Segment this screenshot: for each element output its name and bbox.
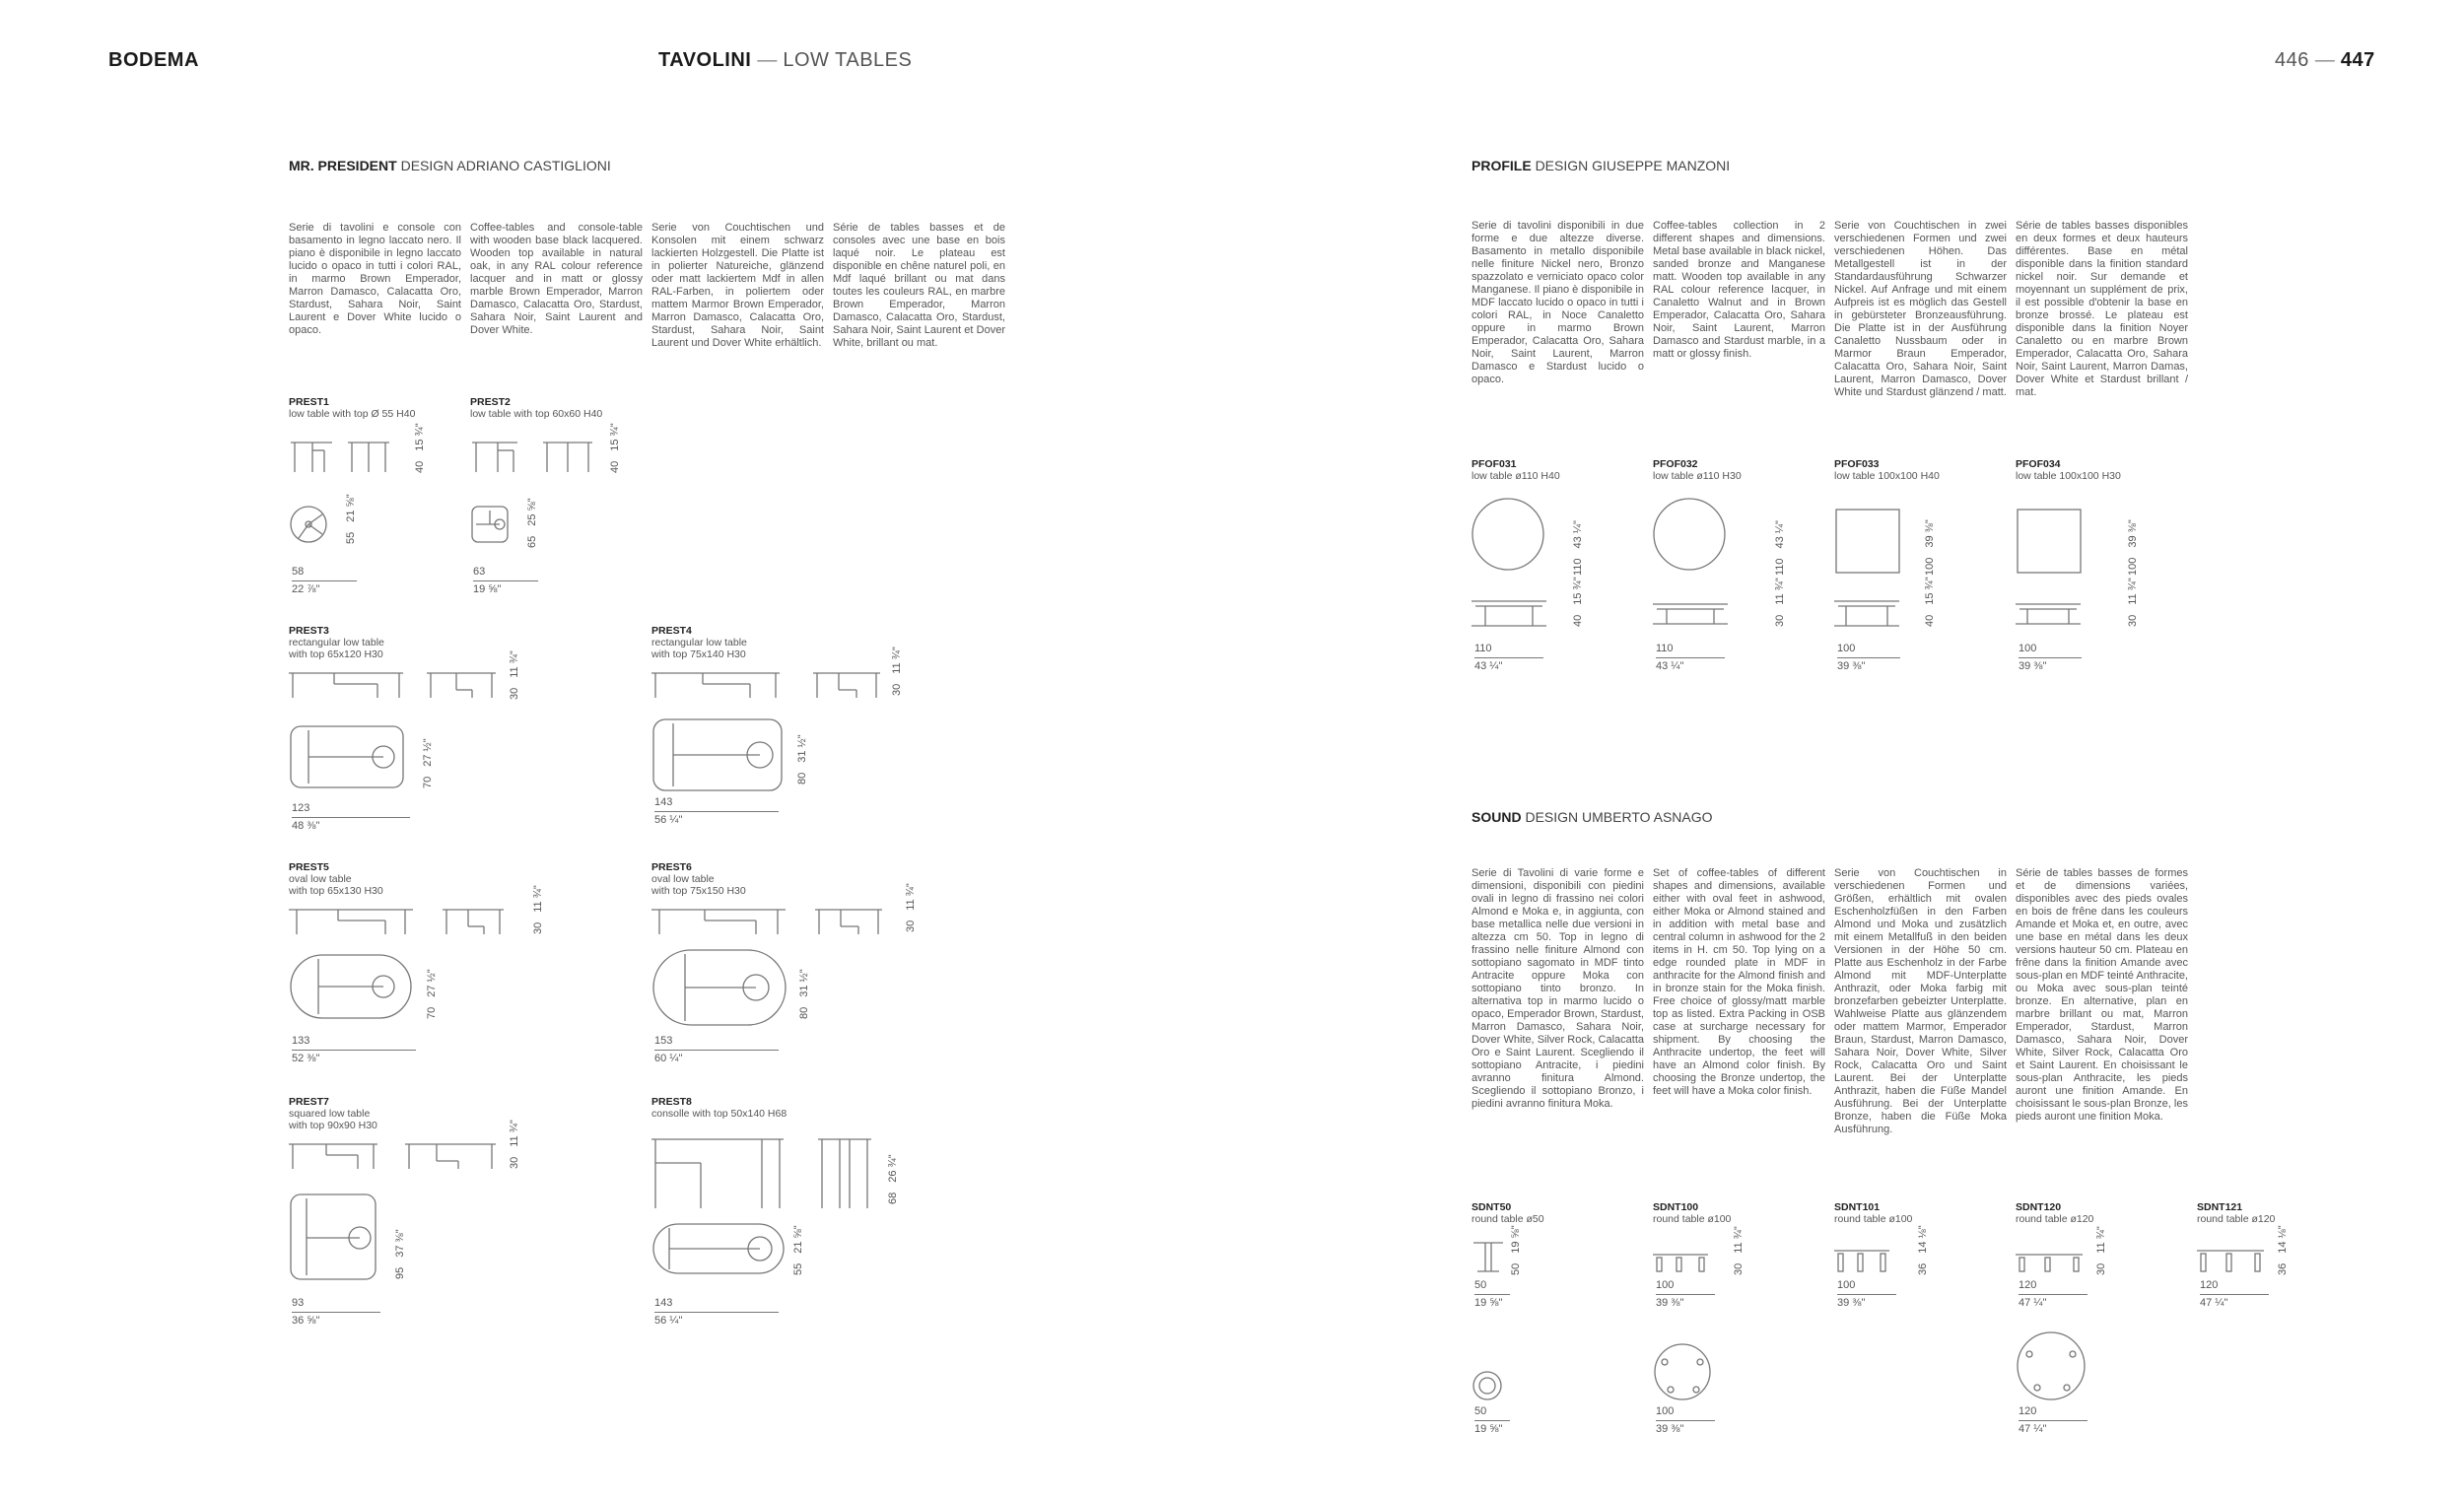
pfof033-elevation-drawing — [1834, 598, 1903, 628]
pfof033-label: PFOF033 low table 100x100 H40 — [1834, 458, 1940, 482]
pfof032-plan-drawing — [1653, 498, 1732, 577]
profile-designer: DESIGN GIUSEPPE MANZONI — [1535, 158, 1731, 173]
pfof032-height-dimension: 3011 ¾" — [1774, 578, 1786, 627]
sdnt100-elevation-drawing — [1653, 1252, 1712, 1273]
prest1-depth-dimension: 5521 ⅝" — [345, 494, 357, 544]
pfof031-elevation-drawing — [1472, 598, 1550, 628]
sound-title — [1472, 809, 1713, 825]
profile-text-de: Serie von Couchtischen in zwei verschiedenen Formen und zwei verschiedenen Höhen. Das Metallgestell ist in der Standardausführung Schwarzer Nickel. Auf Anfrage und mit einem Aufpreis ist es möglich das Gestell in gebürsteter Bronzeausführung. Die Platte ist in der Ausführung Canaletto Nussbaum oder in Marmor Braun Emperador, Calacatta Oro, Sahara Noir, Saint Laurent, Marron Damasco, Dover White und Stardust glänzend / matt. — [1834, 220, 2007, 398]
sdnt101-label: SDNT101 round table ø100 — [1834, 1201, 1913, 1225]
prest8-plan-drawing — [651, 1222, 789, 1277]
pfof032-width-dimension: 110 43 ¼" — [1656, 643, 1725, 673]
prest2-label: PREST2 low table with top 60x60 H40 — [470, 396, 603, 420]
profile-text-fr: Série de tables basses disponibles en deux formes et deux hauteurs différentes. Base en métal disponible dans la finition standard nickel noir. Sur demande et moyennant un supplément de prix, il est possible d'obtenir la base en bronze brossé. Le plateau est disponible dans la finition Noyer Canaletto ou en marbre Brown Emperador, Calacatta Oro, Sahara Noir, Saint Laurent, Marron Damas, Dover White et Stardust brillant / mat. — [2016, 220, 2188, 398]
prest6-label: PREST6 oval low table with top 75x150 H30 — [651, 861, 746, 897]
prest7-depth-dimension: 9537 ⅜" — [394, 1229, 406, 1279]
prest4-label: PREST4 rectangular low table with top 75x140 H30 — [651, 625, 747, 660]
pfof034-label: PFOF034 low table 100x100 H30 — [2016, 458, 2121, 482]
prest2-width-dimension: 63 19 ⅝" — [473, 566, 538, 596]
sdnt121-width-dimension: 120 47 ¼" — [2200, 1279, 2269, 1310]
prest3-plan-drawing — [289, 724, 411, 793]
sdnt100-width-dimension: 100 39 ⅜" — [1656, 1279, 1715, 1310]
sdnt50-elevation-drawing — [1472, 1240, 1511, 1279]
prest8-label: PREST8 consolle with top 50x140 H68 — [651, 1096, 787, 1120]
pfof032-diameter-dimension: 11043 ¼" — [1774, 520, 1786, 576]
prest6-height-dimension: 3011 ¾" — [905, 883, 917, 932]
prest1-label: PREST1 low table with top Ø 55 H40 — [289, 396, 416, 420]
sdnt120-width-dimension: 120 47 ¼" — [2019, 1279, 2088, 1310]
prest1-elevation-drawing — [289, 439, 397, 478]
page-number-left: 446 — [2275, 49, 2309, 71]
sound-text-it: Serie di Tavolini di varie forme e dimensioni, disponibili con piedini ovali in legno di frassino nei colori Almond e Moka e, in aggiunta, con base metallica nelle due versioni in altezza cm 50. Top in legno di frassino nelle finiture Almond con sottopiano sagomato in MDF tinto Antracite oppure Moka con sottopiano tinto bronzo. In alternativa top in marmo lucido o opaco, Emperador Brown, Stardust, Marron Damasco, Sahara Noir, Dover White, Silver Rock, Calacatta Oro e Saint Laurent. Scegliendo il sottopiano Antracite, i piedini avranno finitura Almond. Scegliendo il sottopiano Bronzo, i piedini avranno finitura Moka. — [1472, 867, 1644, 1110]
prest8-side-drawing — [818, 1133, 877, 1212]
pfof034-elevation-drawing — [2016, 601, 2085, 627]
pfof032-label: PFOF032 low table ø110 H30 — [1653, 458, 1742, 482]
pfof031-plan-drawing — [1472, 498, 1550, 577]
profile-text-en: Coffee-tables collection in 2 different shapes and dimensions. Metal base available in black nickel, sanded bronze and Manganese matt. Wooden top available in any RAL colour reference lacquer, in Canaletto Walnut and in Brown Emperador, Calacatta Oro, Sahara Noir, Saint Laurent, Marron Damasco and Stardust marble, in a matt or glossy finish. — [1653, 220, 1825, 360]
profile-name: PROFILE — [1472, 158, 1532, 173]
page-number-right: 447 — [2340, 49, 2375, 71]
prest2-plan-drawing — [470, 505, 513, 548]
pfof034-height-dimension: 3011 ¾" — [2127, 578, 2139, 627]
pfof031-width-dimension: 110 43 ¼" — [1474, 643, 1543, 673]
pfof031-label: PFOF031 low table ø110 H40 — [1472, 458, 1560, 482]
prest6-elevation-drawing — [651, 907, 908, 936]
prest5-label: PREST5 oval low table with top 65x130 H30 — [289, 861, 383, 897]
page-category — [658, 49, 912, 72]
sound-text-en: Set of coffee-tables of different shapes and dimensions, available either with oval feet in ashwood, either Moka or Almond stained and in addition with metal base and central column in ashwood for the 2 items in H. cm 50. Top lying on a edge rounded plate in MDF in anthracite for the Almond finish and in bronze stain for the Moka finish. Free choice of glossy/matt marble top as listed. Extra Packing in OSB case at surcharge necessary for shipment. By choosing the Anthracite undertop, the feet will have an Almond color finish. By choosing the Bronze undertop, the feet will have a Moka color finish. — [1653, 867, 1825, 1097]
prest8-width-dimension: 143 56 ¼" — [654, 1297, 779, 1328]
sdnt50-height-dimension: 5019 ⅝" — [1510, 1225, 1522, 1275]
prest7-height-dimension: 3011 ¾" — [509, 1120, 520, 1169]
prest6-plan-drawing — [651, 948, 789, 1029]
sound-name: SOUND — [1472, 809, 1522, 825]
pfof033-plan-drawing — [1834, 508, 1903, 577]
sdnt101-elevation-drawing — [1834, 1248, 1893, 1273]
sound-text-fr: Série de tables basses de formes et de dimensions variées, disponibles avec des pieds ovales en bois de frêne dans les couleurs Amande et Moka et, en outre, avec une base en métal dans les deux versions hauteur 50 cm. Plateau en frêne dans la finition Amande avec sous-plan en MDF teinté Anthracite, ou Moka avec sous-plan teinté bronze. En alternative, plan en marbre brillant ou mat, Marron Emperador, Stardust, Marron Damasco, Sahara Noir, Dover White, Silver Rock, Calacatta Oro et Saint Laurent. En choisissant le sous-plan Anthracite, les pieds auront une finition Amande. En choisissant le sous-plan Bronze, les pieds auront une finition Moka. — [2016, 867, 2188, 1123]
prest3-elevation-drawing — [289, 670, 506, 700]
sdnt120-plan-width-dimension: 120 47 ¼" — [2019, 1405, 2088, 1436]
pfof032-elevation-drawing — [1653, 601, 1732, 627]
sdnt120-elevation-drawing — [2016, 1252, 2087, 1273]
prest2-depth-dimension: 6525 ⅝" — [526, 498, 538, 548]
page-number-dash: — — [2314, 49, 2335, 71]
prest4-depth-dimension: 8031 ½" — [796, 734, 808, 784]
prest7-plan-drawing — [289, 1193, 383, 1287]
prest2-elevation-drawing — [470, 439, 598, 478]
pfof033-diameter-dimension: 10039 ⅜" — [1924, 519, 1936, 576]
prest1-plan-drawing — [289, 505, 332, 548]
prest7-width-dimension: 93 36 ⅝" — [292, 1297, 380, 1328]
pfof031-diameter-dimension: 11043 ¼" — [1572, 520, 1584, 576]
page-numbers — [2275, 49, 2375, 72]
sdnt101-height-dimension: 3614 ⅛" — [1917, 1225, 1929, 1275]
prest2-height-dimension: 4015 ¾" — [609, 423, 621, 473]
sdnt120-height-dimension: 3011 ¾" — [2095, 1226, 2107, 1275]
prest5-height-dimension: 3011 ¾" — [532, 885, 544, 934]
prest3-width-dimension: 123 48 ⅜" — [292, 802, 410, 833]
sound-text-de: Serie von Couchtischen in verschiedenen Formen und Größen, erhältlich mit ovalen Eschenholzfüßen in den Farben Almond und Moka und zusätzlich mit einem Metallfuß in den beiden Versionen in der Höhe 50 cm. Platte aus Eschenholz in der Farbe Almond mit MDF-Unterplatte Anthrazit, oder Moka farbig mit bronzefarben gebeizter Unterplatte. Wahlweise Platte aus glänzendem oder mattem Marmor, Emperador Braun, Stardust, Marron Damasco, Sahara Noir, Dover White, Silver Rock, Calacatta Oro und Saint Laurent. Bei der Unterplatte Anthrazit, haben die Füße Mandel Ausführung. Bei der Unterplatte Bronze, haben die Füße Moka Ausführung. — [1834, 867, 2007, 1135]
sdnt100-height-dimension: 3011 ¾" — [1733, 1226, 1745, 1275]
prest8-depth-dimension: 5521 ⅝" — [792, 1225, 804, 1275]
pfof033-width-dimension: 100 39 ⅜" — [1837, 643, 1900, 673]
profile-title — [1472, 158, 1730, 173]
mr-president-text-en: Coffee-tables and console-table with wooden base black lacquered. Wooden top available in natural oak, in any RAL colour reference lacquer and in matt or glossy marble Brown Emperador, Marron Damasco, Calacatta Oro, Stardust, Sahara Noir, Saint Laurent and Dover White. — [470, 222, 643, 336]
prest1-width-dimension: 58 22 ⅞" — [292, 566, 357, 596]
prest8-elevation-drawing — [651, 1133, 789, 1212]
prest4-width-dimension: 143 56 ¼" — [654, 796, 779, 827]
category-light: LOW TABLES — [783, 49, 913, 71]
prest7-label: PREST7 squared low table with top 90x90 H30 — [289, 1096, 377, 1131]
prest5-plan-drawing — [289, 953, 417, 1022]
mr-president-name: MR. PRESIDENT — [289, 158, 397, 173]
sdnt100-plan-drawing — [1653, 1342, 1716, 1405]
sdnt100-label: SDNT100 round table ø100 — [1653, 1201, 1732, 1225]
sdnt120-label: SDNT120 round table ø120 — [2016, 1201, 2094, 1225]
sound-designer: DESIGN UMBERTO ASNAGO — [1525, 809, 1713, 825]
sdnt50-width-dimension: 50 19 ⅝" — [1474, 1279, 1510, 1310]
sdnt120-plan-drawing — [2016, 1330, 2090, 1405]
prest4-elevation-drawing — [651, 670, 888, 700]
profile-text-it: Serie di tavolini disponibili in due forme e due altezze diverse. Basamento in metallo disponibile nelle finiture Nickel nero, Bronzo spazzolato e verniciato opaco color Manganese. Il piano è disponibile in MDF laccato lucido o opaco in tutti i colori RAL, in Noce Canaletto oppure in marmo Brown Emperador, Calacatta Oro, Sahara Noir, Saint Laurent, Marron Damasco e Stardust lucido o opaco. — [1472, 220, 1644, 385]
mr-president-text-it: Serie di tavolini e console con basamento in legno laccato nero. Il piano è disponibile in legno laccato lucido o opaco in tutti i colori RAL, in marmo Brown Emperador, Marron Damasco, Calacatta Oro, Stardust, Sahara Noir, Saint Laurent e Dover White lucido o opaco. — [289, 222, 461, 336]
prest4-plan-drawing — [651, 717, 789, 794]
sdnt50-plan-width-dimension: 50 19 ⅝" — [1474, 1405, 1510, 1436]
prest8-height-dimension: 6826 ¾" — [887, 1154, 899, 1204]
prest4-height-dimension: 3011 ¾" — [891, 647, 903, 696]
prest6-depth-dimension: 8031 ½" — [798, 969, 810, 1019]
mr-president-text-de: Serie von Couchtischen und Konsolen mit einem schwarz lackierten Holzgestell. Die Platte ist in polierter Natureiche, glänzend oder matt lackiertem Mdf in allen RAL-Farben, in poliertem oder mattem Marmor Brown Emperador, Marron Damasco, Calacatta Oro, Stardust, Sahara Noir, Saint Laurent und Dover White erhältlich. — [651, 222, 824, 349]
mr-president-title — [289, 158, 611, 173]
category-bold: TAVOLINI — [658, 49, 752, 71]
pfof033-height-dimension: 4015 ¾" — [1924, 577, 1936, 627]
sdnt50-plan-drawing — [1472, 1370, 1507, 1405]
brand-name: BODEMA — [108, 49, 199, 71]
pfof031-height-dimension: 4015 ¾" — [1572, 577, 1584, 627]
prest5-depth-dimension: 7027 ½" — [426, 969, 438, 1019]
prest6-width-dimension: 153 60 ¼" — [654, 1035, 779, 1065]
mr-president-text-fr: Série de tables basses et de consoles avec une base en bois laqué noir. Le plateau est disponible en chêne naturel poli, en Mdf laqué brillant ou mat dans toutes les couleurs RAL, en marbre Brown Emperador, Marron Damasco, Calacatta Oro, Stardust, Sahara Noir, Saint Laurent et Dover White, brillant ou mat. — [833, 222, 1005, 349]
prest7-elevation-drawing — [289, 1141, 506, 1171]
mr-president-designer: DESIGN ADRIANO CASTIGLIONI — [400, 158, 611, 173]
pfof034-plan-drawing — [2016, 508, 2085, 577]
prest3-height-dimension: 3011 ¾" — [509, 650, 520, 700]
prest5-elevation-drawing — [289, 907, 545, 936]
sdnt121-label: SDNT121 round table ø120 — [2197, 1201, 2276, 1225]
sdnt121-elevation-drawing — [2197, 1248, 2268, 1273]
sdnt101-width-dimension: 100 39 ⅜" — [1837, 1279, 1896, 1310]
pfof034-diameter-dimension: 10039 ⅜" — [2127, 519, 2139, 576]
pfof034-width-dimension: 100 39 ⅜" — [2019, 643, 2082, 673]
prest5-width-dimension: 133 52 ⅜" — [292, 1035, 416, 1065]
sdnt100-plan-width-dimension: 100 39 ⅜" — [1656, 1405, 1715, 1436]
category-dash: — — [757, 49, 778, 71]
sdnt121-height-dimension: 3614 ⅛" — [2277, 1225, 2289, 1275]
sdnt50-label: SDNT50 round table ø50 — [1472, 1201, 1544, 1225]
prest1-height-dimension: 4015 ¾" — [414, 423, 426, 473]
prest3-depth-dimension: 7027 ½" — [422, 738, 434, 788]
prest3-label: PREST3 rectangular low table with top 65x120 H30 — [289, 625, 384, 660]
